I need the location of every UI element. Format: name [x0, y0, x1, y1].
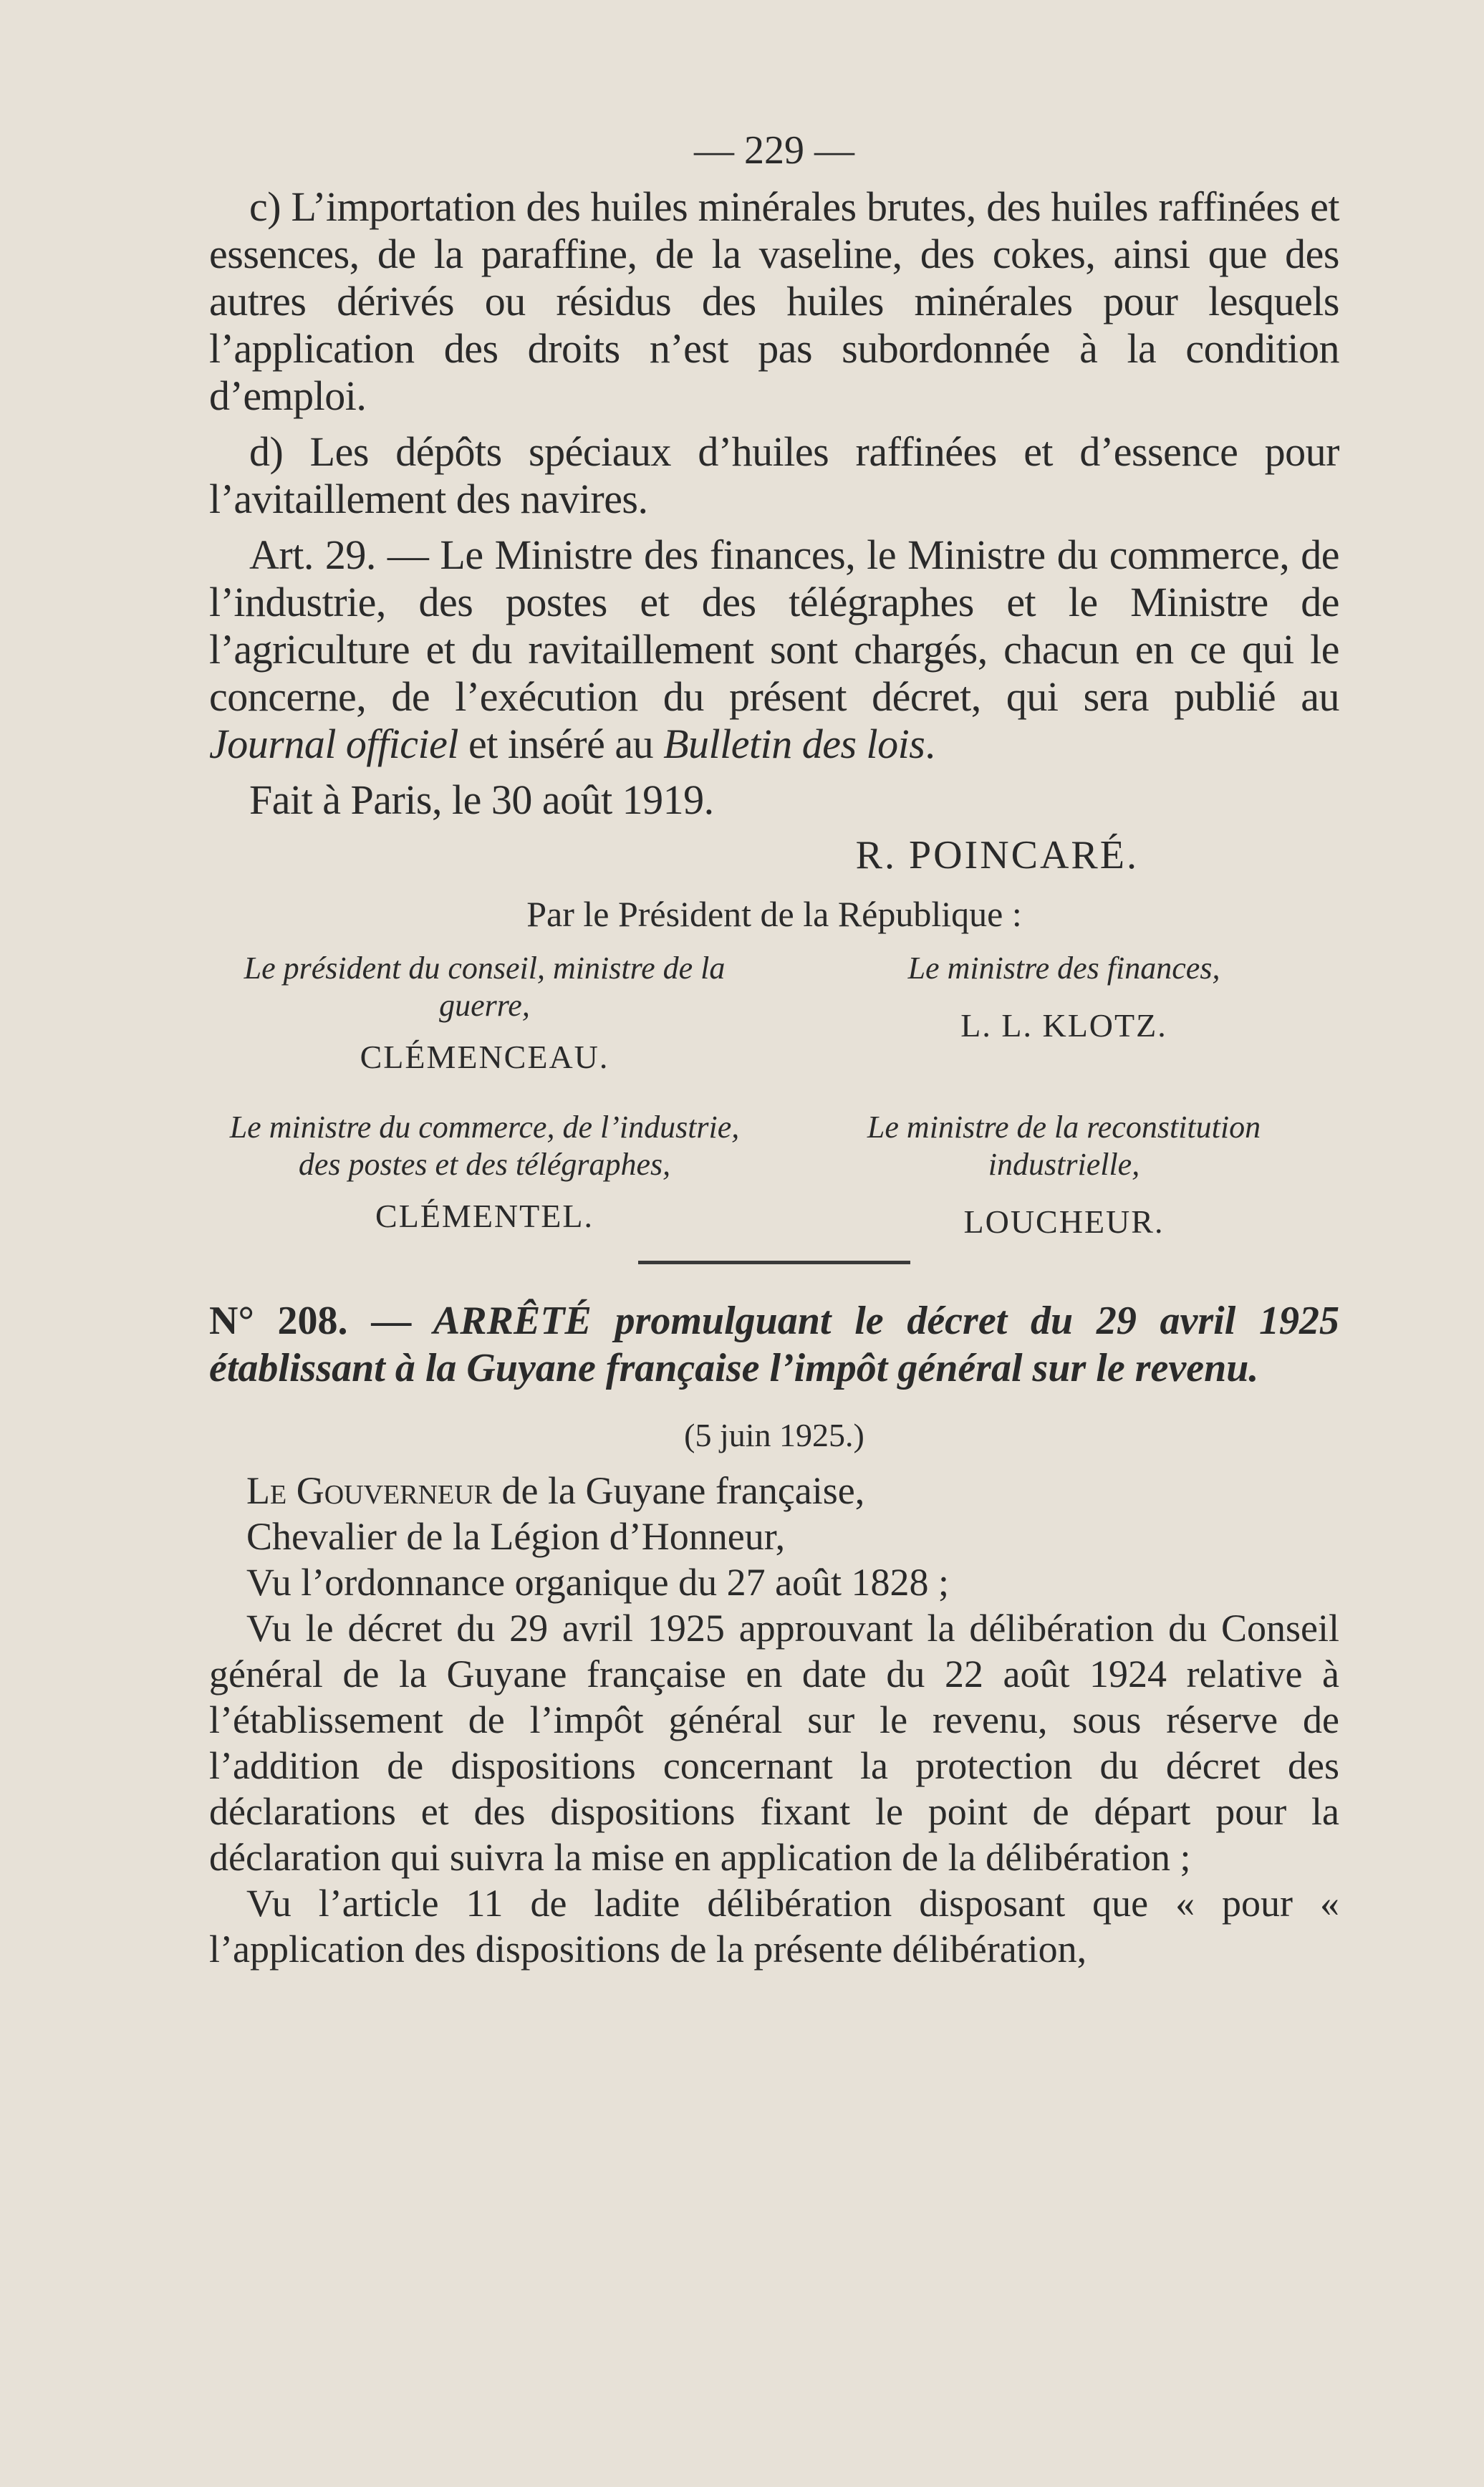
minister-name: L. L. KLOTZ. — [960, 1007, 1167, 1044]
vu-ordonnance: Vu l’ordonnance organique du 27 août 1828 ; — [246, 1561, 950, 1604]
article-text-after: . — [925, 721, 935, 767]
section-divider — [638, 1261, 910, 1264]
arrete-number: N° 208. — — [209, 1299, 412, 1343]
vu-decret: Vu le décret du 29 avril 1925 approuvant la délibération du Conseil général de la Guyane française en date du 22 août 1924 relative à l’établissement de l’impôt général sur le revenu, sous réserve de l’addition de dispositions concernant la protection du décret des déclarations et des dispositions fixant le point de départ pour la déclaration qui suivra la mise en application de la délibération ; — [209, 1607, 1339, 1879]
ministers-signatures — [209, 950, 1339, 1241]
article-text-middle: et inséré au — [458, 721, 664, 767]
journal-officiel: Journal officiel — [209, 721, 458, 767]
minister-reconstitution — [789, 1109, 1339, 1241]
paragraph-c: c) L’importation des huiles minérales brutes, des huiles raffinées et essences, de la paraffine, de la vaseline, des cokes, ainsi que des autres dérivés ou résidus des huiles minérales pour lesquels l’application des droits n’est pas subordonnée à la condition d’emploi. — [209, 183, 1339, 419]
signature-poincare: R. POINCARÉ. — [855, 833, 1139, 877]
minister-commerce — [209, 1109, 760, 1241]
arrete-title: ARRÊTÉ promulguant le décret du 29 avril 1925 établissant à la Guyane française l’impôt général sur le revenu. — [209, 1299, 1340, 1390]
minister-name: CLÉMENTEL. — [375, 1198, 594, 1234]
page-number: — 229 — — [694, 128, 854, 173]
minister-name: CLÉMENCEAU. — [360, 1039, 610, 1075]
vu-article: Vu l’article 11 de ladite délibération disposant que « pour « l’application des dispositions de la présente délibération, — [209, 1882, 1339, 1971]
gouverneur-line — [209, 1468, 1339, 1514]
arrete-heading — [209, 1297, 1339, 1392]
minister-name: LOUCHEUR. — [963, 1203, 1165, 1240]
minister-title: Le ministre des finances, — [907, 951, 1220, 986]
minister-conseil — [209, 950, 760, 1076]
chevalier-line: Chevalier de la Légion d’Honneur, — [246, 1515, 786, 1558]
gouverneur-rest: de la Guyane française, — [492, 1469, 865, 1512]
fait-a-paris: Fait à Paris, le 30 août 1919. — [249, 776, 714, 823]
par-le-president: Par le Président de la République : — [526, 894, 1022, 934]
paragraph-d: d) Les dépôts spéciaux d’huiles raffinées et d’essence pour l’avitaillement des navires. — [209, 428, 1339, 522]
minister-title: Le président du conseil, ministre de la guerre, — [244, 951, 726, 1023]
page-content — [209, 122, 1339, 1972]
minister-title: Le ministre de la reconstitution industrielle, — [867, 1110, 1261, 1182]
article-29 — [209, 531, 1339, 768]
arrete-date: (5 juin 1925.) — [684, 1417, 864, 1453]
minister-finances — [789, 950, 1339, 1076]
gouverneur-label: Le Gouverneur — [246, 1469, 493, 1512]
article-text-before: Art. 29. — Le Ministre des finances, le Ministre du commerce, de l’industrie, des postes et des télégraphes et le Ministre de l’agriculture et du ravitaillement sont chargés, chacun en ce qui le concerne, de l’exécution du présent décret, qui sera publié au — [209, 531, 1339, 720]
bulletin-des-lois: Bulletin des lois — [663, 721, 925, 767]
minister-title: Le ministre du commerce, de l’industrie, des postes et des télégraphes, — [229, 1110, 740, 1182]
